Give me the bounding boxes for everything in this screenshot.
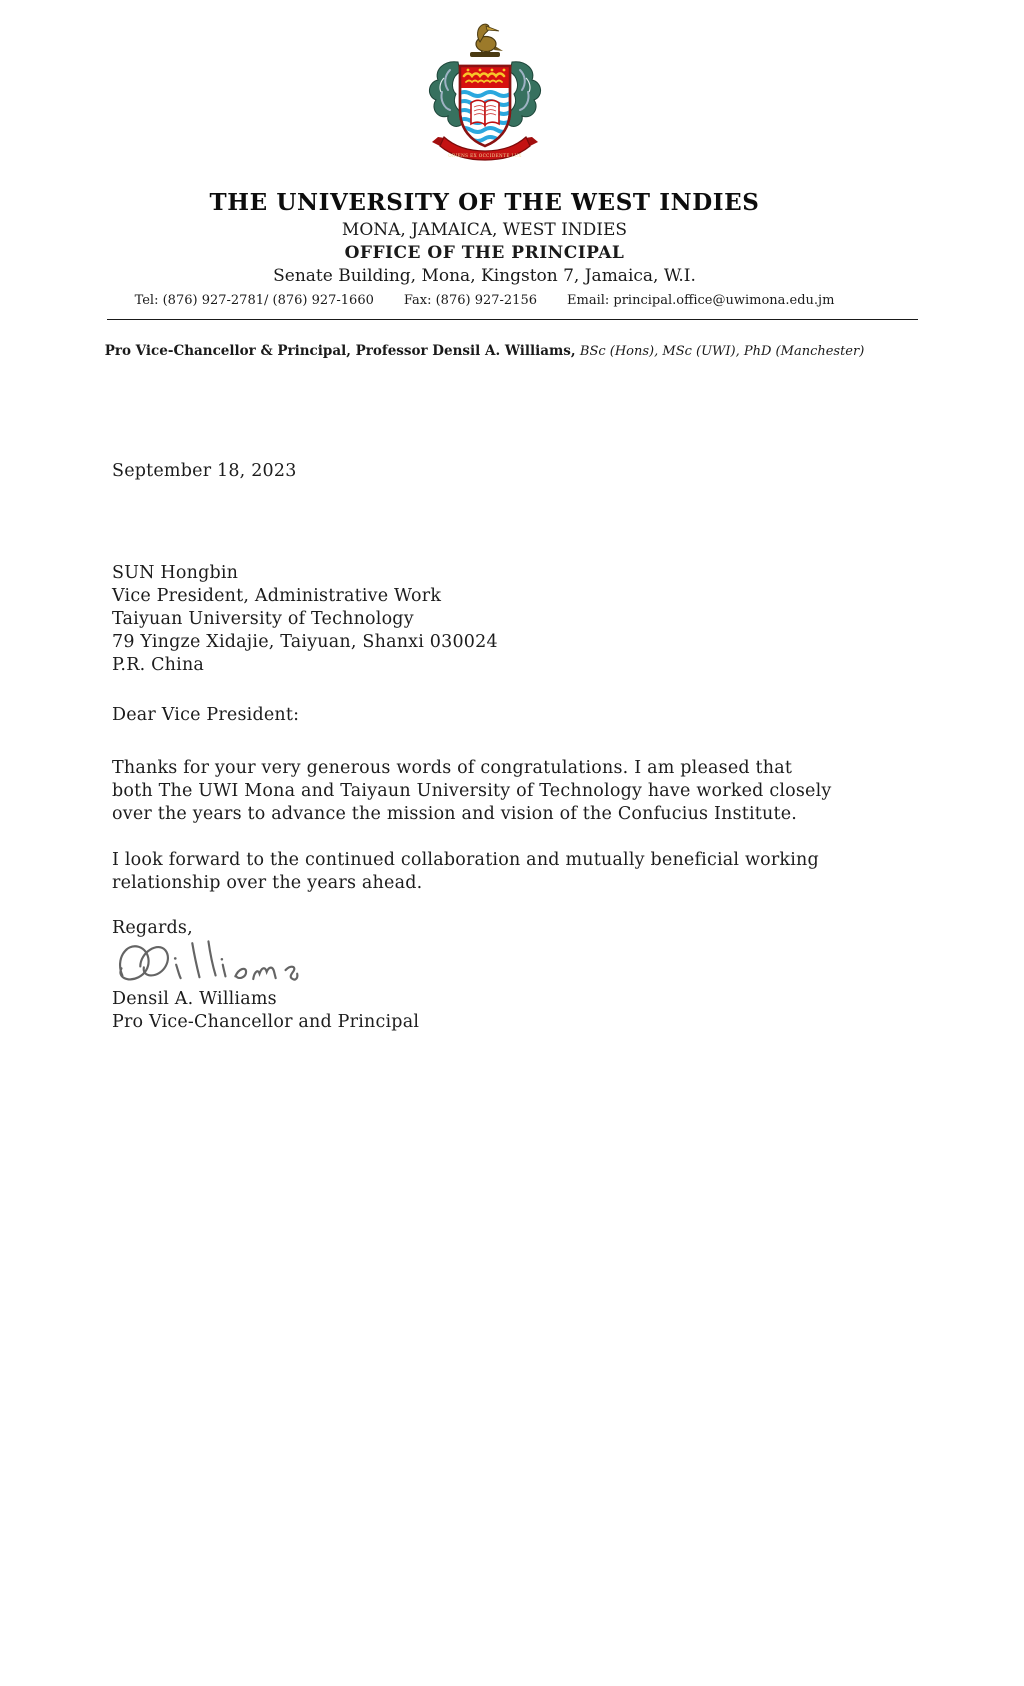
signer-title: Pro Vice-Chancellor and Principal	[112, 1012, 420, 1032]
letterhead-address: Senate Building, Mona, Kingston 7, Jamaica, W.I.	[273, 266, 696, 286]
signer-name: Densil A. Williams	[112, 989, 277, 1009]
salutation: Dear Vice President:	[112, 705, 300, 725]
recipient-institution: Taiyuan University of Technology	[112, 609, 414, 629]
paragraph-1-line-1: Thanks for your very generous words of congratulations. I am pleased that	[112, 758, 793, 778]
paragraph-2-line-2: relationship over the years ahead.	[112, 873, 423, 893]
email-text: Email: principal.office@uwimona.edu.jm	[567, 293, 835, 308]
letter-date: September 18, 2023	[112, 461, 297, 481]
office-name: OFFICE OF THE PRINCIPAL	[344, 243, 625, 263]
recipient-country: P.R. China	[112, 655, 205, 675]
signature-scrawl	[104, 936, 877, 988]
paragraph-2	[112, 849, 877, 895]
recipient-name: SUN Hongbin	[112, 563, 239, 583]
recipient-address-block	[112, 562, 877, 677]
recipient-title: Vice President, Administrative Work	[112, 586, 442, 606]
crest-motto: ORIENS EX OCCIDENTE LUX	[447, 153, 522, 158]
paragraph-1	[112, 757, 877, 826]
paragraph-1-line-3: over the years to advance the mission and vision of the Confucius Institute.	[112, 804, 798, 824]
paragraph-1-line-2: both The UWI Mona and Taiyaun University of Technology have worked closely	[112, 781, 832, 801]
paragraph-2-line-1: I look forward to the continued collaboration and mutually beneficial working	[112, 850, 819, 870]
campus-line: MONA, JAMAICA, WEST INDIES	[341, 220, 628, 240]
principal-name-text: Pro Vice-Chancellor & Principal, Professor Densil A. Williams,	[104, 343, 576, 359]
recipient-street: 79 Yingze Xidajie, Taiyuan, Shanxi 030024	[112, 632, 498, 652]
university-name: THE UNIVERSITY OF THE WEST INDIES	[209, 189, 760, 216]
closing: Regards,	[112, 918, 193, 938]
tel-text: Tel: (876) 927-2781/ (876) 927-1660	[134, 293, 374, 308]
letter-body	[112, 460, 877, 1034]
uwi-coat-of-arms-icon	[97, 18, 872, 168]
contact-line	[97, 293, 872, 309]
principal-title-line	[97, 343, 872, 360]
principal-credentials-text: BSc (Hons), MSc (UWI), PhD (Manchester)	[579, 344, 865, 359]
letterhead	[97, 0, 872, 309]
fax-text: Fax: (876) 927-2156	[403, 293, 537, 308]
